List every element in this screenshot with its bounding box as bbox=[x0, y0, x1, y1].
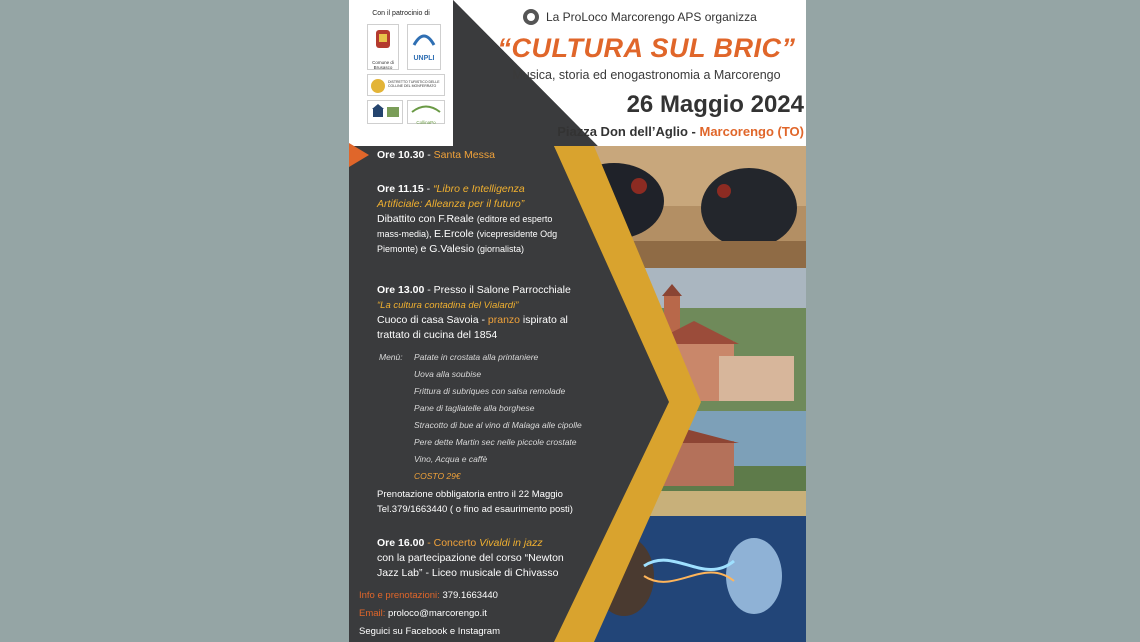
event-3-subtitle: “La cultura contadina del Vialardi” bbox=[377, 300, 519, 311]
organizer-line: La ProLoco Marcorengo APS organizza bbox=[546, 10, 757, 24]
place-town: Marcorengo (TO) bbox=[699, 124, 804, 139]
event-2-title-b: Artificiale: Alleanza per il futuro” bbox=[377, 198, 525, 210]
event-1-sep: - bbox=[424, 149, 434, 161]
event-4-title: - Concerto bbox=[424, 537, 480, 549]
event-2 bbox=[377, 182, 612, 257]
menu-item: Uova alla soubise bbox=[414, 369, 482, 379]
contact-email-value: proloco@marcorengo.it bbox=[385, 608, 487, 619]
event-3 bbox=[377, 283, 617, 343]
event-4-line-1: con la partecipazione del corso “Newton bbox=[377, 552, 564, 564]
patronage-title: Con il patrocinio di bbox=[372, 10, 430, 17]
event-3-l1c: ispirato al bbox=[520, 314, 568, 326]
menu-cost: COSTO 29€ bbox=[414, 471, 461, 481]
booking-line-2: Tel.379/1663440 ( o fino ad esaurimento posti) bbox=[377, 504, 573, 515]
event-2-title-a: “Libro e Intelligenza bbox=[433, 183, 525, 195]
patronage-box bbox=[349, 0, 453, 146]
distretto-logo bbox=[367, 74, 445, 96]
distretto-logo-text: DISTRETTO TURISTICO DELLE COLLINE DEL MONFERRATO bbox=[388, 80, 440, 88]
menu-item: Frittura di subriques con salsa remolade bbox=[414, 386, 566, 396]
booking bbox=[377, 487, 627, 517]
event-3-l2: trattato di cucina del 1854 bbox=[377, 329, 498, 341]
menu-item: Vino, Acqua e caffè bbox=[414, 454, 488, 464]
menu-item: Patate in crostata alla printaniere bbox=[414, 352, 539, 362]
collinapo-icon bbox=[408, 101, 444, 115]
unpli-logo bbox=[407, 24, 441, 70]
collinapo-logo-text: CollinaPo bbox=[416, 120, 436, 125]
arrow-marker-icon bbox=[349, 143, 369, 167]
comune-logo bbox=[367, 24, 399, 70]
event-poster bbox=[349, 0, 806, 642]
event-1 bbox=[377, 148, 495, 163]
menu-item: Pane di tagliatelle alla borghese bbox=[414, 403, 535, 413]
menu-label: Menù: bbox=[379, 352, 403, 362]
unesco-icon bbox=[368, 101, 402, 123]
event-date: 26 Maggio 2024 bbox=[626, 91, 804, 118]
unpli-icon bbox=[408, 25, 440, 51]
event-2-l3c: (giornalista) bbox=[476, 244, 524, 254]
collinapo-logo bbox=[407, 100, 445, 124]
coat-of-arms-icon bbox=[368, 25, 398, 55]
event-4-line-2: Jazz Lab” - Liceo musicale di Chivasso bbox=[377, 567, 559, 579]
contact-phone-label: Info e prenotazioni: bbox=[359, 590, 440, 601]
event-2-l2a: mass-media), bbox=[377, 229, 435, 239]
contact-email bbox=[359, 608, 487, 619]
event-1-title: Santa Messa bbox=[433, 149, 495, 161]
event-2-l3a: Piemonte) bbox=[377, 244, 421, 254]
event-2-time: Ore 11.15 bbox=[377, 183, 424, 195]
event-4 bbox=[377, 536, 622, 581]
unesco-logo bbox=[367, 100, 403, 124]
event-2-sep: - bbox=[423, 183, 434, 195]
menu-item: Stracotto di bue al vino di Malaga alle cipolle bbox=[414, 420, 582, 430]
event-1-time: Ore 10.30 bbox=[377, 149, 425, 161]
event-2-l2b: E.Ercole bbox=[434, 228, 477, 240]
booking-line-1: Prenotazione obbligatoria entro il 22 Maggio bbox=[377, 489, 563, 500]
contact-social: Seguici su Facebook e Instagram bbox=[359, 626, 500, 637]
menu-item: Pere dette Martin sec nelle piccole crostate bbox=[414, 437, 577, 447]
comune-logo-text: Comune di Brusasco bbox=[372, 60, 394, 70]
event-title: “CULTURA SUL BRIC” bbox=[497, 33, 796, 63]
event-place bbox=[499, 124, 804, 139]
event-3-title: - Presso il Salone Parrocchiale bbox=[424, 284, 571, 296]
distretto-icon bbox=[370, 77, 386, 95]
event-4-title-b: Vivaldi in jazz bbox=[479, 537, 543, 549]
event-3-l1a: Cuoco di casa Savoia - bbox=[377, 314, 488, 326]
event-subtitle: Musica, storia ed enogastronomia a Marcorengo bbox=[512, 68, 781, 82]
unpli-logo-text: UNPLI bbox=[413, 55, 435, 62]
contact-phone bbox=[359, 590, 498, 601]
contact-phone-value: 379.1663440 bbox=[439, 590, 498, 601]
event-2-l3b: e G.Valesio bbox=[420, 243, 477, 255]
event-4-time: Ore 16.00 bbox=[377, 537, 425, 549]
event-2-l2c: (vicepresidente Odg bbox=[476, 229, 558, 239]
event-2-l1a: Dibattito con F.Reale bbox=[377, 213, 477, 225]
place-address: Piazza Don dell’Aglio - bbox=[557, 124, 700, 139]
contact-email-label: Email: bbox=[359, 608, 386, 619]
proloco-logo-icon bbox=[520, 8, 542, 26]
event-2-l1b: (editore ed esperto bbox=[476, 214, 553, 224]
event-3-time: Ore 13.00 bbox=[377, 284, 425, 296]
event-3-l1b: pranzo bbox=[487, 314, 521, 326]
